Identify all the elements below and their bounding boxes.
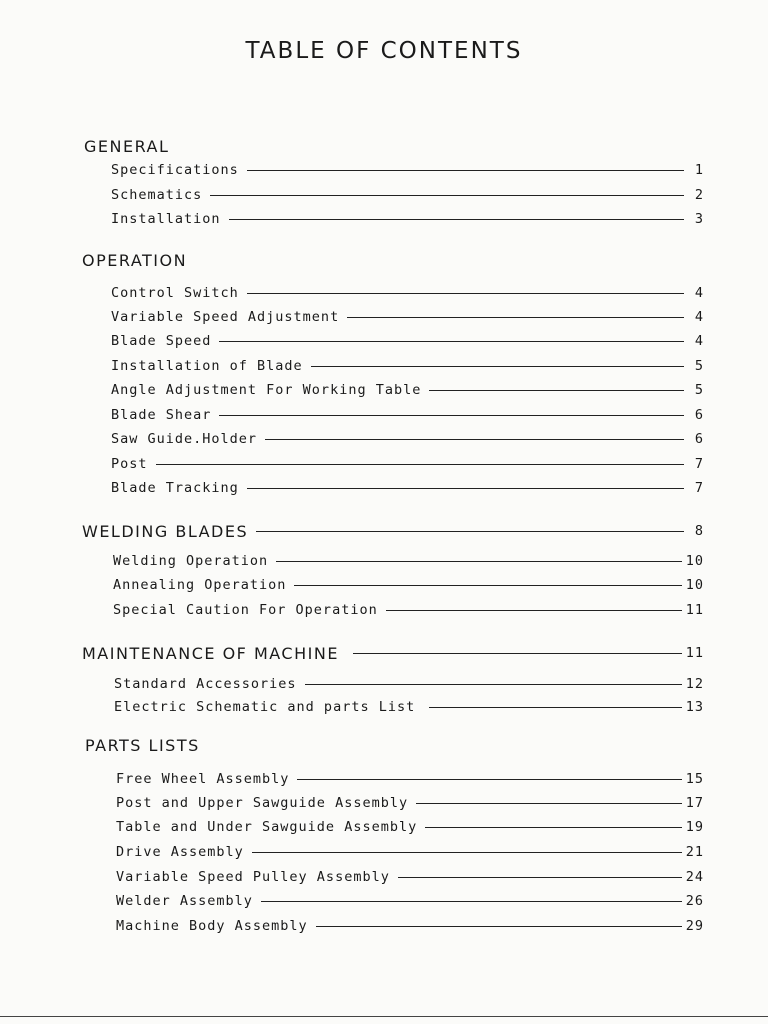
toc-entry[interactable] <box>111 355 704 377</box>
page-bottom-edge <box>0 1016 768 1017</box>
toc-entry-label: Installation <box>111 211 221 227</box>
page-title: TABLE OF CONTENTS <box>245 38 523 64</box>
toc-entry-page: 26 <box>685 893 704 909</box>
toc-entry[interactable] <box>111 159 704 181</box>
leader-line <box>416 803 682 804</box>
toc-entry[interactable] <box>116 890 704 912</box>
toc-entry-page: 29 <box>685 918 704 934</box>
toc-entry[interactable] <box>111 330 704 352</box>
toc-entry[interactable] <box>111 477 704 499</box>
toc-entry[interactable] <box>111 453 704 475</box>
toc-entry[interactable] <box>111 428 704 450</box>
toc-entry-label: Blade Speed <box>111 333 212 349</box>
toc-entry[interactable] <box>111 282 704 304</box>
toc-entry-label: Free Wheel Assembly <box>116 771 290 787</box>
toc-entry[interactable] <box>114 673 704 695</box>
toc-entry-label: Annealing Operation <box>113 577 287 593</box>
leader-line <box>398 877 682 878</box>
toc-entry-label: Table and Under Sawguide Assembly <box>116 819 418 835</box>
toc-entry[interactable] <box>116 841 704 863</box>
toc-entry-page: 13 <box>685 699 704 715</box>
toc-entry[interactable] <box>113 550 704 572</box>
toc-entry-label: Schematics <box>111 187 203 203</box>
toc-entry[interactable] <box>111 184 704 206</box>
toc-entry-page: 5 <box>694 358 704 374</box>
toc-entry-page: 2 <box>694 187 704 203</box>
toc-entry[interactable] <box>116 866 704 888</box>
leader-line <box>316 926 682 927</box>
toc-entry-label: Blade Shear <box>111 407 212 423</box>
leader-line <box>425 827 682 828</box>
leader-line <box>276 561 682 562</box>
leader-line <box>219 341 684 342</box>
toc-entry-label: Post and Upper Sawguide Assembly <box>116 795 409 811</box>
toc-entry-maintenance[interactable] <box>82 642 704 664</box>
toc-entry[interactable] <box>113 574 704 596</box>
leader-line <box>156 464 684 465</box>
toc-entry-page: 6 <box>694 431 704 447</box>
toc-entry-page: 4 <box>694 309 704 325</box>
toc-entry[interactable] <box>111 208 704 230</box>
toc-entry[interactable] <box>116 915 704 937</box>
leader-line <box>305 684 682 685</box>
section-heading-operation: OPERATION <box>82 251 188 270</box>
toc-entry-page: 10 <box>685 553 704 569</box>
leader-line <box>247 488 684 489</box>
toc-entry-label: Drive Assembly <box>116 844 244 860</box>
toc-entry[interactable] <box>114 696 704 718</box>
toc-entry[interactable] <box>111 379 704 401</box>
toc-entry-label: Welder Assembly <box>116 893 253 909</box>
toc-entry-page: 19 <box>685 819 704 835</box>
section-heading-maintenance: MAINTENANCE OF MACHINE <box>82 643 339 663</box>
leader-line <box>219 415 684 416</box>
leader-line <box>297 779 681 780</box>
toc-entry-label: Post <box>111 456 148 472</box>
toc-entry-page: 4 <box>694 333 704 349</box>
toc-entry-page: 8 <box>694 523 704 539</box>
toc-entry-page: 12 <box>685 676 704 692</box>
toc-entry-label: Welding Operation <box>113 553 269 569</box>
toc-entry-label: Electric Schematic and parts List <box>114 699 416 715</box>
leader-line <box>347 317 684 318</box>
toc-entry-page: 15 <box>685 771 704 787</box>
leader-line <box>256 531 684 532</box>
leader-line <box>261 901 682 902</box>
toc-entry-label: Blade Tracking <box>111 480 239 496</box>
toc-entry-page: 7 <box>694 456 704 472</box>
leader-line <box>429 707 682 708</box>
toc-entry[interactable] <box>111 306 704 328</box>
toc-entry-page: 11 <box>685 602 704 618</box>
leader-line <box>265 439 684 440</box>
leader-line <box>294 585 681 586</box>
toc-entry-label: Specifications <box>111 162 239 178</box>
toc-entry-label: Installation of Blade <box>111 358 303 374</box>
leader-line <box>311 366 684 367</box>
leader-line <box>247 293 684 294</box>
toc-entry-page: 7 <box>694 480 704 496</box>
toc-entry[interactable] <box>116 768 704 790</box>
leader-line <box>386 610 682 611</box>
leader-line <box>247 170 684 171</box>
section-heading-parts: PARTS LISTS <box>85 736 200 755</box>
leader-line <box>429 390 684 391</box>
toc-entry[interactable] <box>113 599 704 621</box>
leader-line <box>252 852 682 853</box>
toc-entry-page: 21 <box>685 844 704 860</box>
toc-entry-welding-blades[interactable] <box>82 520 704 542</box>
toc-entry[interactable] <box>111 404 704 426</box>
toc-entry-page: 24 <box>685 869 704 885</box>
leader-line <box>229 219 684 220</box>
section-heading-welding: WELDING BLADES <box>82 521 249 541</box>
toc-entry-page: 3 <box>694 211 704 227</box>
toc-entry-page: 4 <box>694 285 704 301</box>
toc-entry[interactable] <box>116 792 704 814</box>
leader-line <box>353 653 682 654</box>
toc-entry-label: Special Caution For Operation <box>113 602 378 618</box>
toc-entry-label: Variable Speed Adjustment <box>111 309 340 325</box>
toc-entry-label: Angle Adjustment For Working Table <box>111 382 422 398</box>
toc-entry-page: 1 <box>694 162 704 178</box>
toc-entry-page: 11 <box>685 645 704 661</box>
toc-entry-label: Variable Speed Pulley Assembly <box>116 869 390 885</box>
toc-entry[interactable] <box>116 816 704 838</box>
leader-line <box>210 195 684 196</box>
toc-entry-page: 6 <box>694 407 704 423</box>
toc-entry-label: Saw Guide.Holder <box>111 431 258 447</box>
section-heading-general: GENERAL <box>84 137 170 156</box>
toc-entry-label: Machine Body Assembly <box>116 918 308 934</box>
toc-entry-page: 5 <box>694 382 704 398</box>
toc-entry-page: 10 <box>685 577 704 593</box>
toc-entry-label: Control Switch <box>111 285 239 301</box>
toc-entry-page: 17 <box>685 795 704 811</box>
toc-entry-label: Standard Accessories <box>114 676 297 692</box>
